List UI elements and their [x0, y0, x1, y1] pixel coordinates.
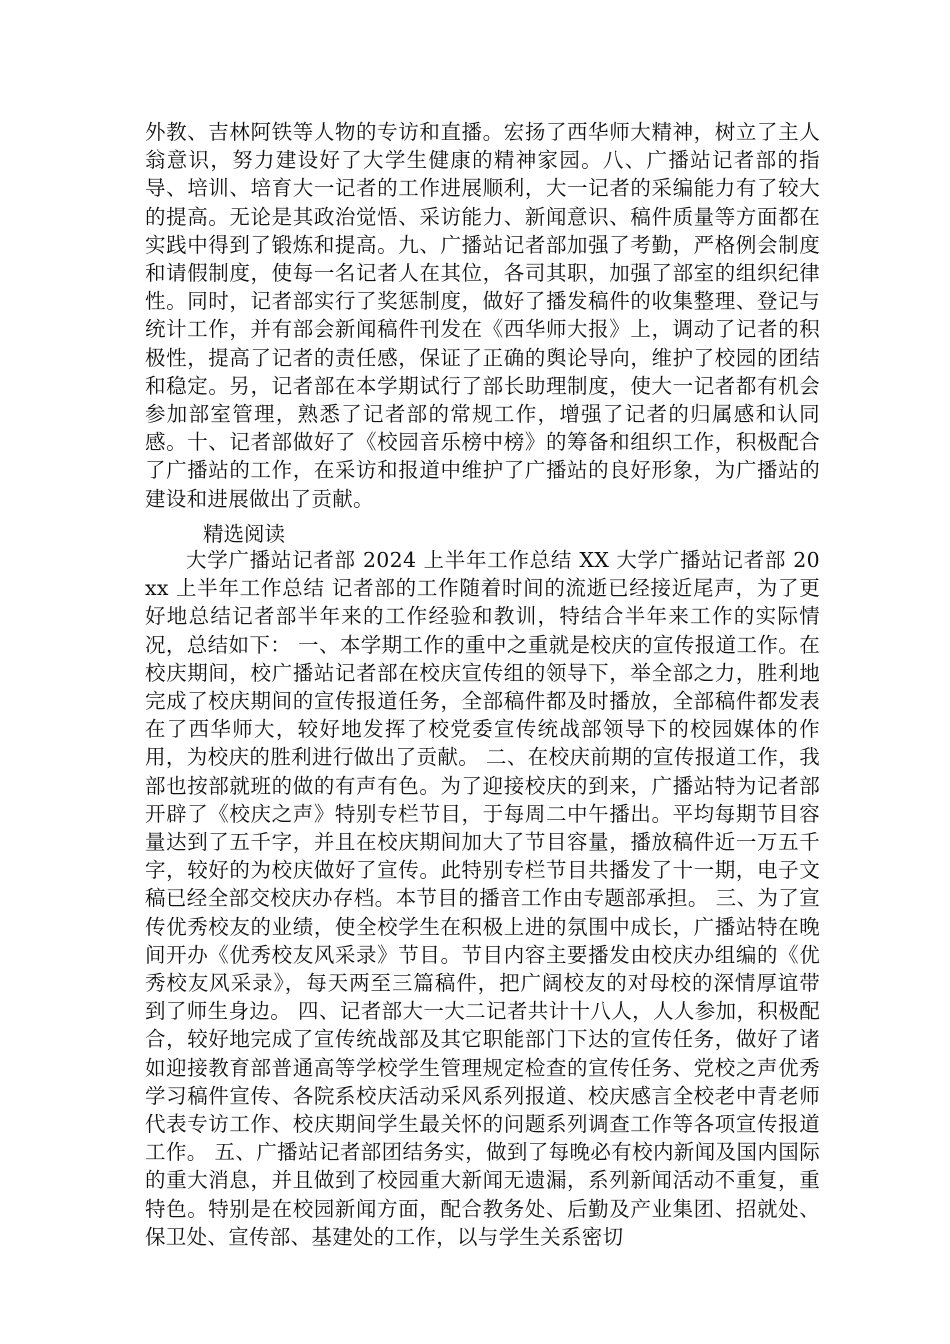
- section-heading: 精选阅读: [203, 522, 285, 546]
- body-paragraph-continued: 外教、吉林阿铁等人物的专访和直播。宏扬了西华师大精神，树立了主人翁意识，努力建设好了大学生健康的精神家园。八、广播站记者部的指导、培训、培育大一记者的工作进展顺利，大一记者的采编能力有了较大的提高。无论是其政治觉悟、采访能力、新闻意识、稿件质量等方面都在实践中得到了锻炼和提高。九、广播站记者部加强了考勤，严格例会制度和请假制度，使每一名记者人在其位，各司其职，加强了部室的组织纪律性。同时，记者部实行了奖惩制度，做好了播发稿件的收集整理、登记与统计工作，并有部会新闻稿件刊发在《西华师大报》上，调动了记者的积极性，提高了记者的责任感，保证了正确的舆论导向，维护了校园的团结和稳定。另，记者部在本学期试行了部长助理制度，使大一记者都有机会参加部室管理，熟悉了记者部的常规工作，增强了记者的归属感和认同感。十、记者部做好了《校园音乐榜中榜》的筹备和组织工作，积极配合了广播站的工作，在采访和报道中维护了广播站的良好形象，为广播站的建设和进展做出了贡献。: [145, 120, 820, 511]
- body-paragraph-main: 大学广播站记者部 2024 上半年工作总结 XX 大学广播站记者部 20xx 上半年工作总结 记者部的工作随着时间的流逝已经接近尾声，为了更好地总结记者部半年来的工作经验和教训，特结合半年来工作的实际情况，总结如下： 一、本学期工作的重中之重就是校庆的宣传报道工作。在校庆期间，校广播站记者部在校庆宣传组的领导下，举全部之力，胜利地完成了校庆期间的宣传报道任务，全部稿件都及时播放，全部稿件都发表在了西华师大，较好地发挥了校党委宣传统战部领导下的校园媒体的作用，为校庆的胜利进行做出了贡献。 二、在校庆前期的宣传报道工作，我部也按部就班的做的有声有色。为了迎接校庆的到来，广播站特为记者部开辟了《校庆之声》特别专栏节目，于每周二中午播出。平均每期节目容量达到了五千字，并且在校庆期间加大了节目容量，播放稿件近一万五千字，较好的为校庆做好了宣传。此特别专栏节目共播发了十一期，电子文稿已经全部交校庆办存档。本节目的播音工作由专题部承担。 三、为了宣传优秀校友的业绩，使全校学生在积极上进的氛围中成长，广播站特在晚间开办《优秀校友风采录》节目。节目内容主要播发由校庆办组编的《优秀校友风采录》，每天两至三篇稿件，把广阔校友的对母校的深情厚谊带到了师生身边。 四、记者部大一大二记者共计十八人，人人参加，积极配合，较好地完成了宣传统战部及其它职能部门下达的宣传任务，做好了诸如迎接教育部普通高等学校学生管理规定检查的宣传任务、党校之声优秀学习稿件宣传、各院系校庆活动采风系列报道、校庆感言全校老中青老师代表专访工作、校庆期间学生最关怀的问题系列调查工作等各项宣传报道工作。 五、广播站记者部团结务实，做到了每晚必有校内新闻及国内国际的重大消息，并且做到了校园重大新闻无遗漏，系列新闻活动不重复，重特色。特别是在校园新闻方面，配合教务处、后勤及产业集团、招就处、保卫处、宣传部、基建处的工作，以与学生关系密切: [145, 548, 820, 1249]
